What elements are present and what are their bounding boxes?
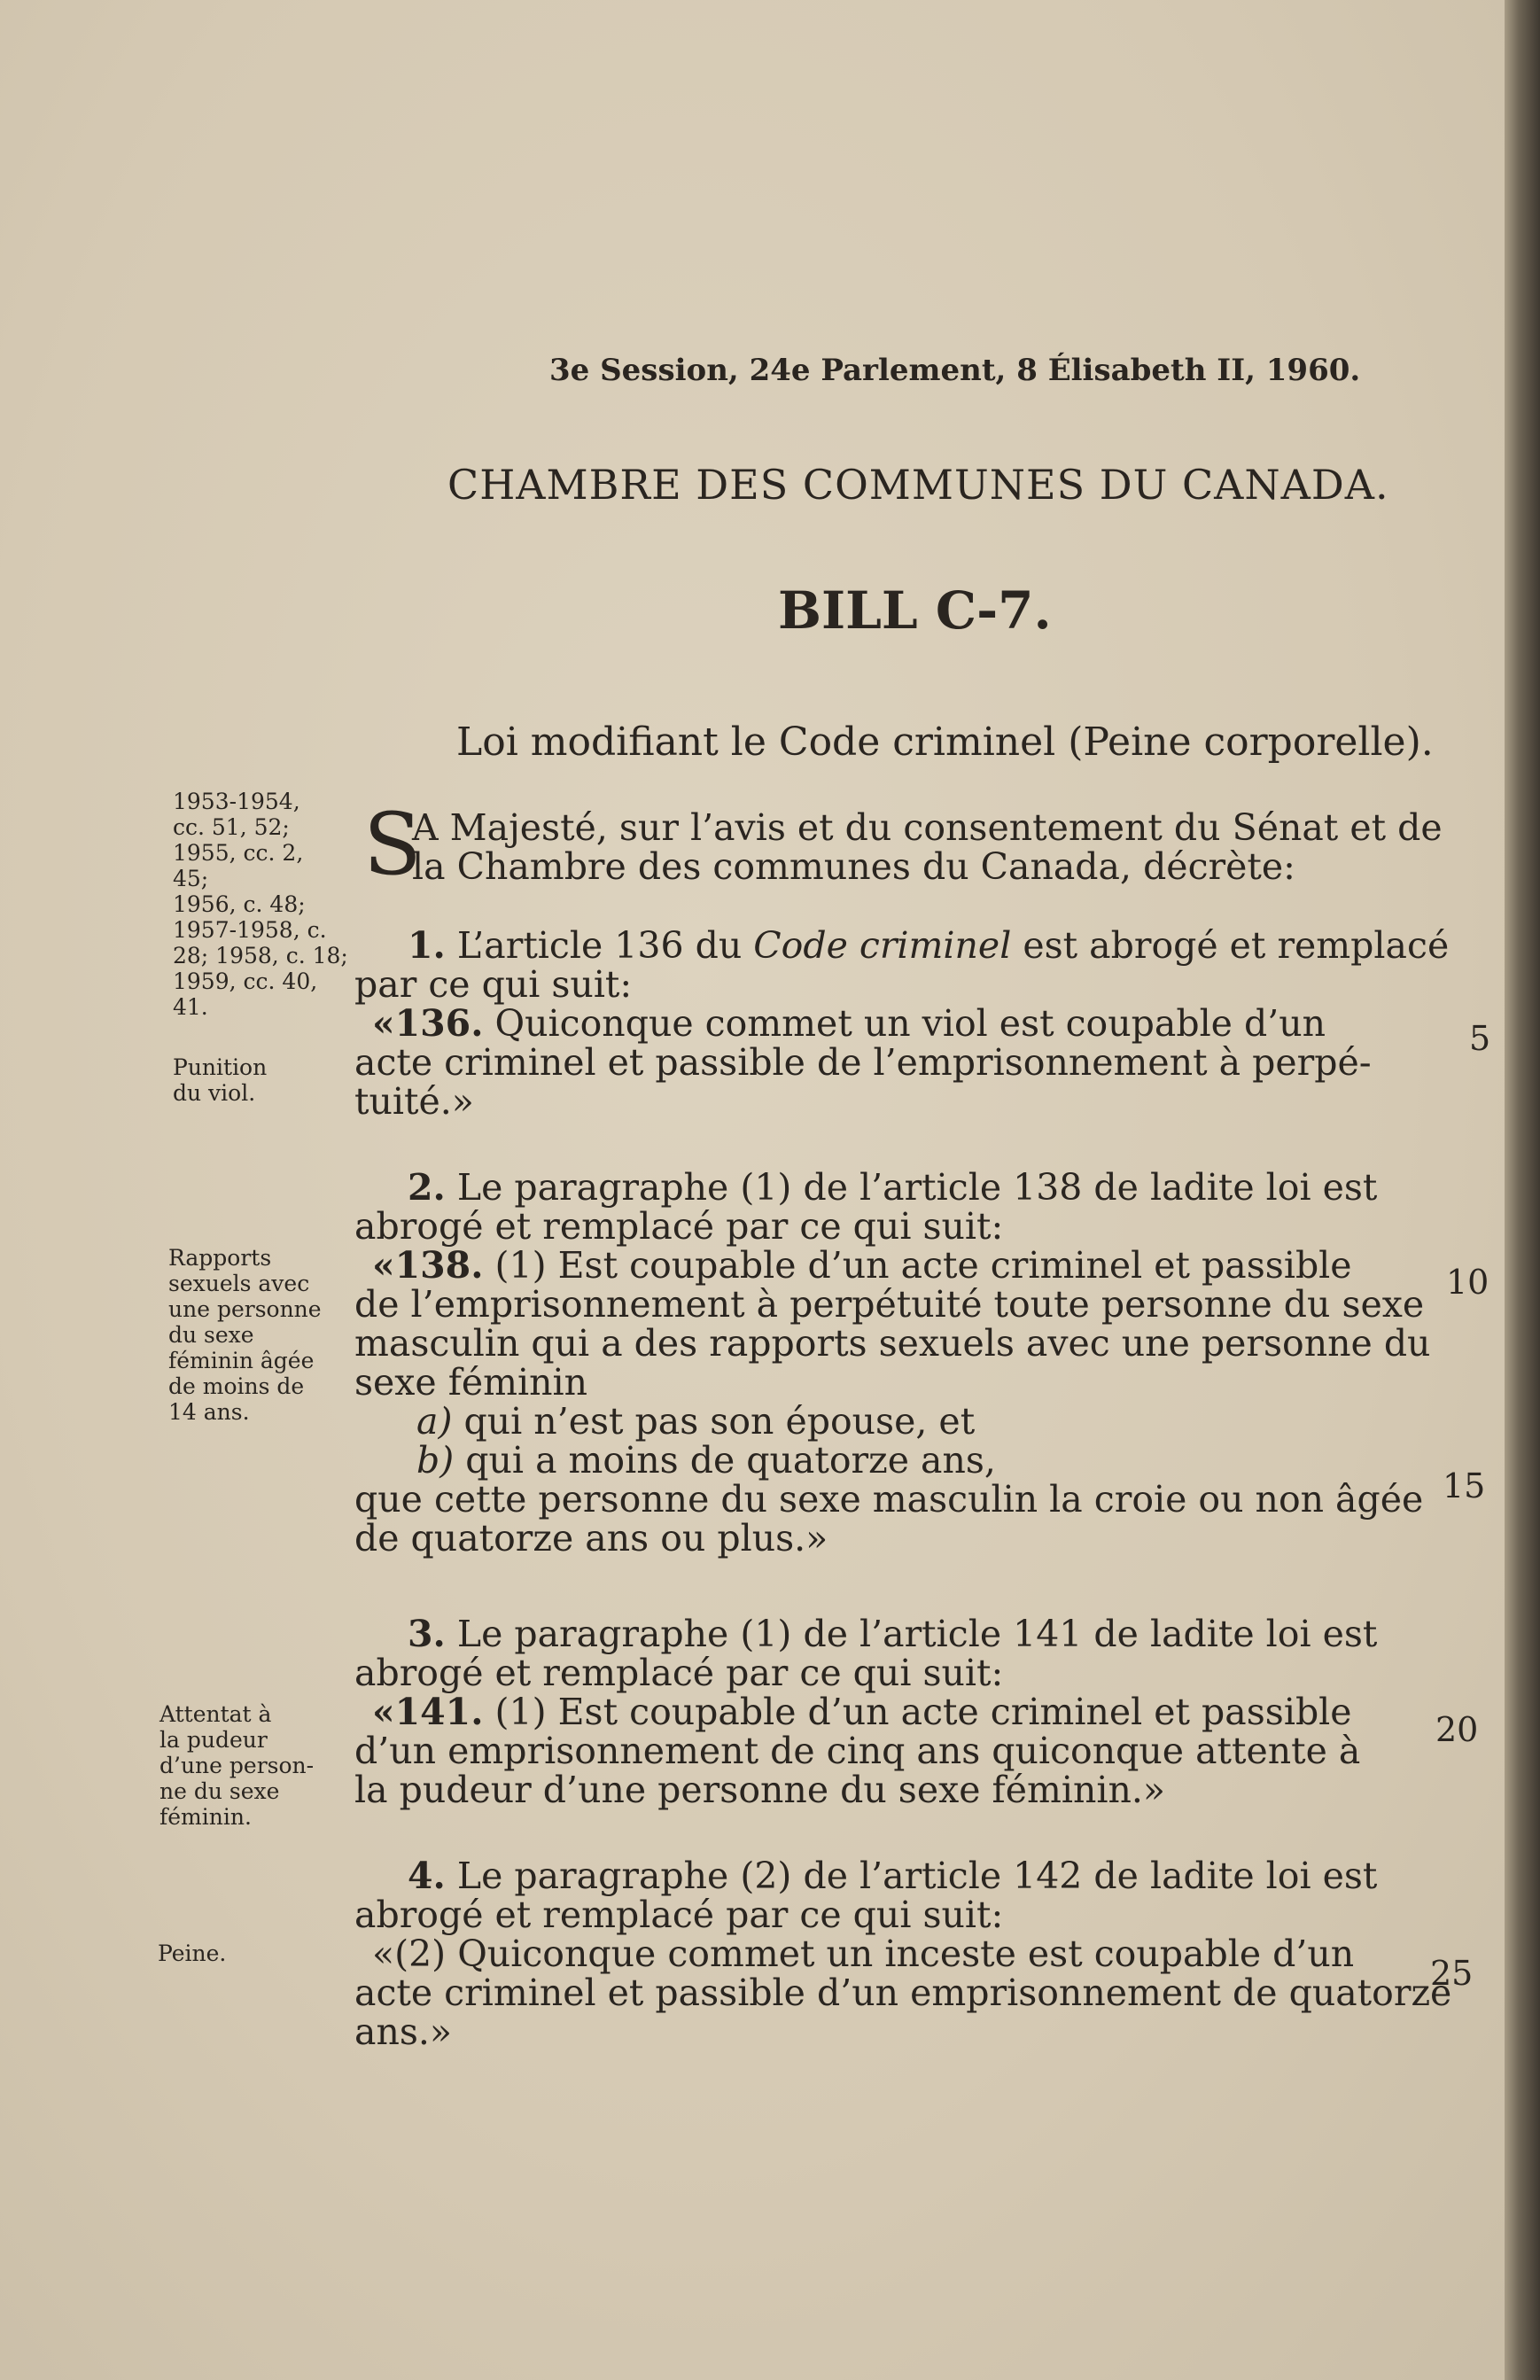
margin-line: d’une person- <box>159 1753 315 1778</box>
margin-line: 45; <box>173 866 209 891</box>
margin-line: de moins de <box>168 1373 305 1399</box>
margin-line: 1955, cc. 2, <box>173 840 304 866</box>
article-number: «136. <box>372 1002 484 1045</box>
section-text: Le paragraphe (1) de l’article 141 de ladite loi est <box>445 1613 1378 1655</box>
section-line: acte criminel et passible d’un emprisonnement de quatorze <box>354 1972 1452 2014</box>
section-line <box>354 1004 1435 1043</box>
section-line <box>354 1402 1435 1441</box>
section-line <box>354 1441 1435 1480</box>
margin-line: Peine. <box>158 1941 227 1966</box>
margin-line: du sexe <box>168 1322 254 1348</box>
preamble-line: A Majesté, sur l’avis et du consentement du Sénat et de <box>412 806 1443 849</box>
margin-line: féminin âgée <box>168 1348 315 1373</box>
section-line: d’un emprisonnement de cinq ans quiconque attente à <box>354 1730 1361 1772</box>
section-1 <box>354 924 1450 1123</box>
section-line: masculin qui a des rapports sexuels avec une personne du <box>354 1322 1431 1365</box>
margin-line: 1957-1958, c. <box>173 917 327 943</box>
section-text: Le paragraphe (1) de l’article 138 de ladite loi est <box>445 1166 1378 1209</box>
line-number: 25 <box>1430 1954 1474 1993</box>
section-line: abrogé et remplacé par ce qui suit: <box>354 1205 1004 1248</box>
margin-note-punition <box>173 1054 267 1106</box>
section-line: abrogé et remplacé par ce qui suit: <box>354 1894 1004 1936</box>
margin-note-references <box>173 789 348 1020</box>
section-text-italic: Code criminel <box>753 924 1012 967</box>
page-edge-shadow <box>1505 0 1540 2380</box>
section-line: la pudeur d’une personne du sexe féminin.» <box>354 1769 1165 1811</box>
margin-line: 28; 1958, c. 18; <box>173 943 348 968</box>
margin-line: Rapports <box>168 1245 272 1271</box>
section-number: 3. <box>408 1613 446 1655</box>
margin-line: ne du sexe <box>159 1778 280 1804</box>
section-line <box>354 924 1450 967</box>
section-number: 1. <box>408 924 446 967</box>
margin-line: du viol. <box>173 1080 256 1106</box>
section-text: L’article 136 du <box>445 924 754 967</box>
preamble-line: la Chambre des communes du Canada, décrète: <box>412 845 1295 888</box>
session-header: 3e Session, 24e Parlement, 8 Élisabeth II, 1960. <box>549 353 1361 388</box>
margin-line: 1953-1954, <box>173 789 300 814</box>
section-line: «(2) Quiconque commet un inceste est coupable d’un <box>372 1933 1355 1975</box>
section-line <box>354 1168 1435 1207</box>
margin-line: sexuels avec <box>168 1271 310 1296</box>
section-line <box>354 1614 1435 1653</box>
line-number: 20 <box>1435 1710 1479 1749</box>
section-line: de quatorze ans ou plus.» <box>354 1517 828 1559</box>
item-label: b) <box>416 1439 455 1482</box>
section-text: est abrogé et remplacé <box>1011 924 1450 967</box>
section-2 <box>354 1168 1435 1558</box>
bill-title: BILL C-7. <box>778 580 1052 641</box>
preamble <box>412 808 1493 886</box>
section-line: acte criminel et passible de l’emprisonnement à perpé- <box>354 1041 1372 1084</box>
margin-line: féminin. <box>159 1804 252 1830</box>
margin-line: 1959, cc. 40, <box>173 968 318 994</box>
section-text: (1) Est coupable d’un acte criminel et passible <box>483 1691 1352 1733</box>
margin-note-attentat <box>159 1701 314 1830</box>
section-line <box>354 1692 1435 1731</box>
margin-line: Attentat à <box>159 1701 272 1727</box>
section-number: 2. <box>408 1166 446 1209</box>
section-3 <box>354 1614 1435 1809</box>
section-text: (1) Est coupable d’un acte criminel et passible <box>483 1244 1352 1287</box>
line-number: 5 <box>1469 1019 1491 1058</box>
section-line <box>354 1246 1435 1285</box>
bill-subtitle: Loi modifiant le Code criminel (Peine corporelle). <box>456 719 1434 765</box>
drop-cap: S <box>363 795 422 894</box>
article-number: «141. <box>372 1691 484 1733</box>
margin-line: 1956, c. 48; <box>173 891 306 917</box>
section-line: abrogé et remplacé par ce qui suit: <box>354 1652 1004 1694</box>
chamber-title: CHAMBRE DES COMMUNES DU CANADA. <box>447 461 1389 509</box>
section-line: sexe féminin <box>354 1361 588 1404</box>
section-text: Le paragraphe (2) de l’article 142 de ladite loi est <box>445 1855 1378 1897</box>
margin-line: une personne <box>168 1296 322 1322</box>
line-number: 10 <box>1446 1263 1489 1302</box>
margin-note-rapports <box>168 1245 322 1425</box>
section-line: par ce qui suit: <box>354 963 633 1006</box>
section-text: qui n’est pas son épouse, et <box>452 1400 976 1443</box>
section-line: de l’emprisonnement à perpétuité toute personne du sexe <box>354 1283 1425 1326</box>
line-number: 15 <box>1443 1466 1486 1505</box>
article-number: «138. <box>372 1244 484 1287</box>
margin-line: cc. 51, 52; <box>173 814 290 840</box>
margin-line: Punition <box>173 1054 268 1080</box>
item-label: a) <box>416 1400 453 1443</box>
section-line: ans.» <box>354 2011 453 2053</box>
margin-line: 14 ans. <box>168 1399 250 1425</box>
section-text: qui a moins de quatorze ans, <box>454 1439 996 1482</box>
section-line: tuité.» <box>354 1080 474 1123</box>
margin-line: 41. <box>173 994 208 1020</box>
section-line <box>354 1856 1435 1895</box>
section-text: Quiconque commet un viol est coupable d’un <box>483 1002 1326 1045</box>
section-line: que cette personne du sexe masculin la croie ou non âgée <box>354 1478 1424 1521</box>
margin-line: la pudeur <box>159 1727 268 1753</box>
section-number: 4. <box>408 1855 446 1897</box>
margin-note-peine <box>158 1941 226 1966</box>
